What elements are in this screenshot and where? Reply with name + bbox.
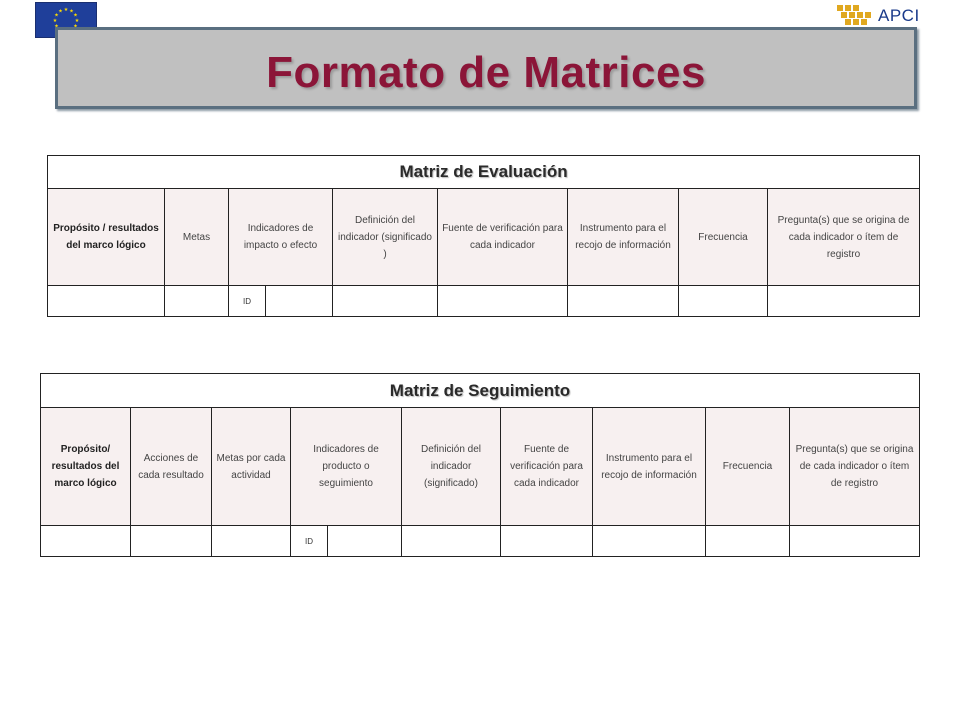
- header-cell: Propósito/ resultados del marco lógico: [41, 408, 131, 526]
- table-row: [48, 286, 920, 317]
- data-cell[interactable]: [48, 286, 165, 317]
- data-cell[interactable]: [41, 526, 131, 557]
- header-cell: Propósito / resultados del marco lógico: [48, 189, 165, 286]
- monitoring-matrix-title: Matriz de Seguimiento: [41, 374, 920, 408]
- title-banner: [55, 27, 917, 109]
- data-cell[interactable]: [568, 286, 679, 317]
- data-cell[interactable]: [679, 286, 768, 317]
- id-label: ID: [229, 286, 266, 316]
- id-label: ID: [291, 526, 328, 556]
- header-cell: Pregunta(s) que se origina de cada indicador o ítem de registro: [790, 408, 920, 526]
- star-icon: ★: [58, 8, 63, 15]
- data-cell[interactable]: [790, 526, 920, 557]
- table-row: [41, 526, 920, 557]
- evaluation-matrix-table: [47, 155, 920, 317]
- monitoring-matrix-table: [40, 373, 920, 557]
- data-cell[interactable]: [501, 526, 593, 557]
- star-icon: ★: [54, 12, 59, 19]
- header-cell: Fuente de verificación para cada indicador: [501, 408, 593, 526]
- data-cell[interactable]: [438, 286, 568, 317]
- evaluation-matrix-title: Matriz de Evaluación: [48, 156, 920, 189]
- star-icon: ★: [73, 12, 78, 19]
- page-title: Formato de Matrices: [266, 48, 706, 97]
- apci-mark-icon: [836, 4, 876, 26]
- header-cell: Indicadores de impacto o efecto: [229, 189, 333, 286]
- header-cell: Metas por cada actividad: [212, 408, 291, 526]
- data-cell-split: [229, 286, 333, 317]
- data-cell[interactable]: [333, 286, 438, 317]
- header-cell: Fuente de verificación para cada indicador: [438, 189, 568, 286]
- header-cell: Indicadores de producto o seguimiento: [291, 408, 402, 526]
- header-cell: Pregunta(s) que se origina de cada indicador o ítem de registro: [768, 189, 920, 286]
- data-cell[interactable]: [706, 526, 790, 557]
- data-cell[interactable]: [593, 526, 706, 557]
- header-cell: Definición del indicador (significado ): [333, 189, 438, 286]
- header-cell: Instrumento para el recojo de información: [593, 408, 706, 526]
- header-cell: Frecuencia: [679, 189, 768, 286]
- data-cell[interactable]: [131, 526, 212, 557]
- header-cell: Instrumento para el recojo de información: [568, 189, 679, 286]
- data-cell[interactable]: [165, 286, 229, 317]
- star-icon: ★: [63, 7, 69, 13]
- header-cell: Acciones de cada resultado: [131, 408, 212, 526]
- data-cell[interactable]: [212, 526, 291, 557]
- data-cell[interactable]: [768, 286, 920, 317]
- header-cell: Frecuencia: [706, 408, 790, 526]
- star-icon: ★: [52, 18, 58, 24]
- data-cell[interactable]: [402, 526, 501, 557]
- header-cell: Definición del indicador (significado): [402, 408, 501, 526]
- data-cell-split: [291, 526, 402, 557]
- star-icon: ★: [69, 8, 74, 15]
- header-cell: Metas: [165, 189, 229, 286]
- apci-logo-text: APCI: [878, 6, 920, 25]
- star-icon: ★: [74, 18, 80, 24]
- data-cell[interactable]: [266, 286, 332, 316]
- data-cell[interactable]: [328, 526, 401, 556]
